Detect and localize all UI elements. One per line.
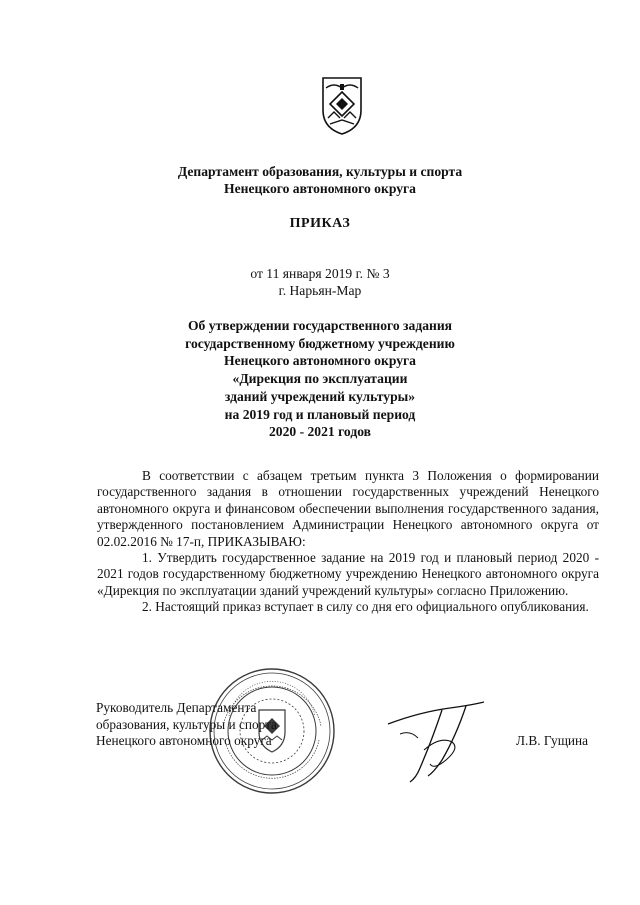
department-line-1: Департамент образования, культуры и спорта — [177, 164, 463, 179]
order-date-block — [0, 265, 640, 299]
order-body — [97, 468, 599, 616]
subject-line: Ненецкого автономного округа — [224, 353, 416, 369]
signer-name: Л.В. Гущина — [516, 733, 589, 748]
nenets-coat-of-arms-icon — [320, 76, 364, 136]
signer-position — [96, 700, 277, 750]
subject-line: «Дирекция по эксплуатации — [232, 371, 408, 387]
intro-paragraph: В соответствии с абзацем третьим пункта 3 Положения о формировании государственного задания в отношении государственных учреждений Ненецкого автономного округа и финансовом обеспечении выполнения государственного задания, утвержденного постановлением Администрации Ненецкого автономного округа от 02.02.2016 № 17-п, ПРИКАЗЫВАЮ: — [97, 468, 599, 549]
subject-line: Об утверждении государственного задания — [187, 318, 453, 333]
order-place: г. Нарьян-Мар — [278, 283, 362, 298]
subject-line: на 2019 год и плановый период — [224, 406, 416, 422]
signer-position-line-1: Руководитель Департамента — [96, 700, 257, 715]
subject-line: зданий учреждений культуры» — [224, 388, 416, 404]
subject-line: 2020 - 2021 годов — [268, 424, 371, 440]
signer-position-line-3: Ненецкого автономного округа — [96, 733, 272, 749]
handwritten-signature-icon — [380, 690, 490, 785]
department-line-2: Ненецкого автономного округа — [224, 181, 416, 196]
signer-position-line-2: образования, культуры и спорта — [96, 716, 277, 732]
order-date: от 11 января 2019 г. № 3 — [250, 266, 390, 281]
subject-line: государственному бюджетному учреждению — [185, 335, 455, 351]
department-name — [0, 163, 640, 197]
order-item-1: 1. Утвердить государственное задание на 2019 год и плановый период 2020 - 2021 годов государственному бюджетному учреждению Ненецкого автономного округа «Дирекция по эксплуатации зданий учреждений культуры» согласно Приложению. — [97, 550, 599, 598]
order-subject — [0, 317, 640, 441]
order-item-2: 2. Настоящий приказ вступает в силу со дня его официального опубликования. — [142, 599, 589, 615]
order-title: ПРИКАЗ — [289, 216, 351, 231]
